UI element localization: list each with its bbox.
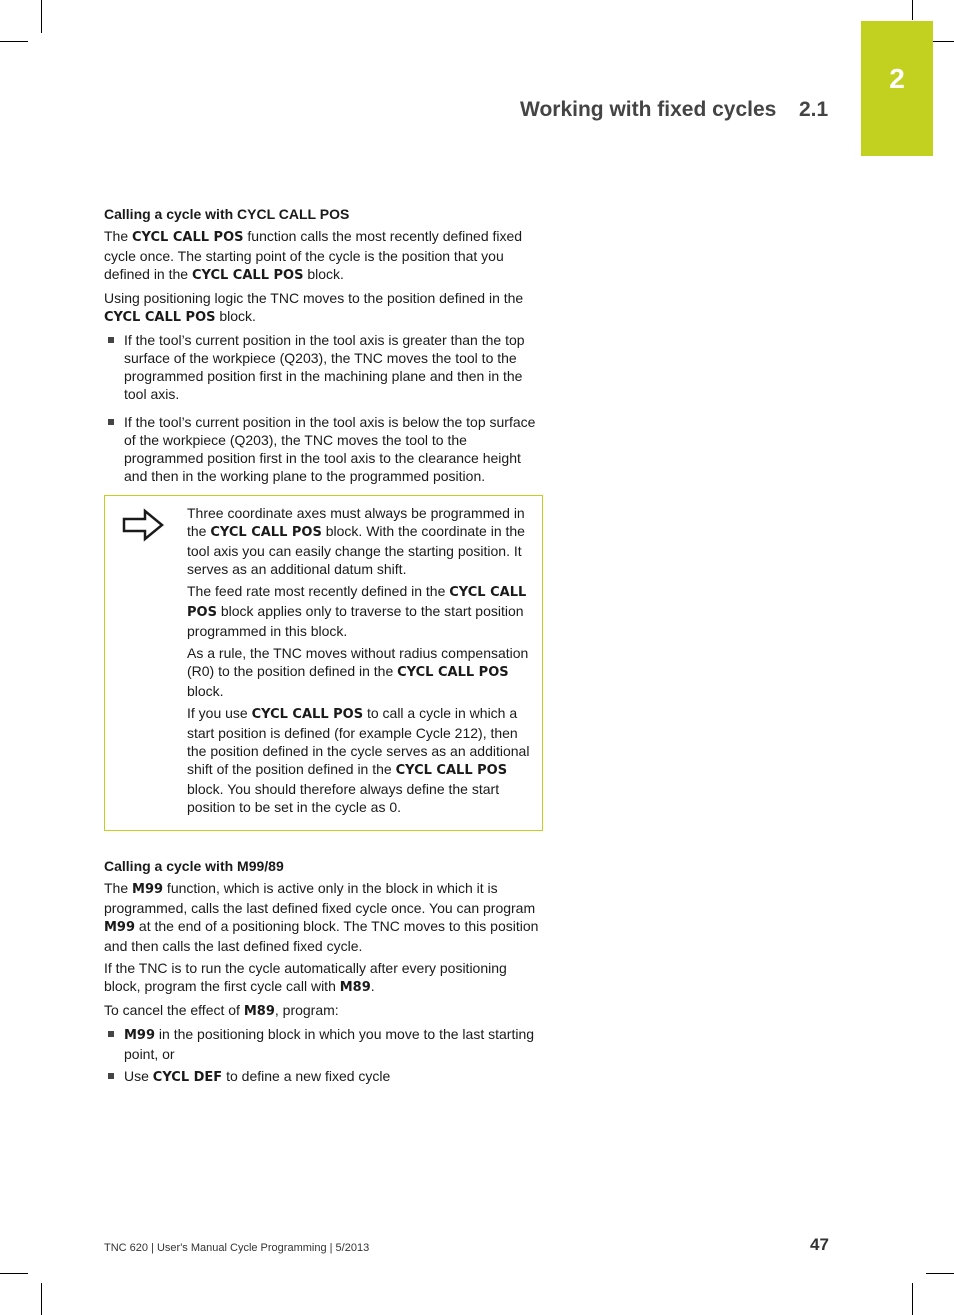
- keyword: M99: [132, 882, 164, 897]
- note-paragraph: If you use CYCL CALL POS to call a cycle in which a start position is defined (for example Cycle 212), then the position defined in the cycle serves as an additional shift of the position defined in the CYCL CALL POS block. You should therefore always define the start position to be set in the cycle as 0.: [187, 705, 530, 815]
- crop-mark: [0, 1273, 28, 1274]
- note-paragraph: As a rule, the TNC moves without radius compensation (R0) to the position defined in the CYCL CALL POS block.: [187, 645, 529, 699]
- section-heading: Calling a cycle with CYCL CALL POS: [104, 206, 350, 222]
- crop-mark: [912, 0, 913, 20]
- paragraph: To cancel the effect of M89, program:: [104, 1002, 339, 1019]
- note-paragraph: Three coordinate axes must always be programmed in the CYCL CALL POS block. With the coordinate in the tool axis you can easily change the starting position. It serves as an additional datum shift.: [187, 505, 525, 577]
- running-header-title: Working with fixed cycles: [520, 98, 777, 121]
- keyword: CYCL CALL POS: [397, 665, 509, 680]
- section-heading: Calling a cycle with M99/89: [104, 858, 284, 874]
- paragraph: If the TNC is to run the cycle automatically after every positioning block, program the first cycle call with M89.: [104, 960, 507, 995]
- keyword: CYCL CALL POS: [132, 230, 244, 245]
- page-number: 47: [810, 1235, 829, 1254]
- bullet-list: [104, 1025, 544, 1087]
- list-item: If the tool’s current position in the tool axis is greater than the top surface of the workpiece (Q203), the TNC moves the tool to the programmed position first in the machining plane and then in the tool axis.: [104, 331, 544, 403]
- list-item: M99 in the positioning block in which you move to the last starting point, or: [104, 1025, 544, 1063]
- paragraph: The CYCL CALL POS function calls the most recently defined fixed cycle once. The starting point of the cycle is the position that you defined in the CYCL CALL POS block.: [104, 228, 523, 283]
- chapter-number: 2: [889, 63, 905, 94]
- keyword: M99: [124, 1028, 156, 1043]
- crop-mark: [41, 0, 42, 33]
- paragraph: The M99 function, which is active only in the block in which it is programmed, calls the last defined fixed cycle once. You can program M99 at the end of a positioning block. The TNC moves to this position and then calls the last defined fixed cycle.: [104, 880, 539, 954]
- note-paragraph: The feed rate most recently defined in the CYCL CALL POS block applies only to traverse to the start position programmed in this block.: [187, 583, 527, 639]
- keyword: M99: [104, 920, 136, 935]
- keyword: M89: [339, 980, 371, 995]
- keyword: CYCL CALL POS: [251, 707, 364, 722]
- note-icon-cell: [105, 496, 187, 830]
- page-content: [104, 205, 544, 1091]
- footer-text: TNC 620 | User's Manual Cycle Programming | 5/2013: [104, 1242, 370, 1254]
- crop-mark: [0, 41, 28, 42]
- note-text: [187, 496, 542, 830]
- list-item: If the tool’s current position in the tool axis is below the top surface of the workpiece (Q203), the TNC moves the tool to the programmed position first in the tool axis to the clearance height and then in the working plane to the programmed position.: [104, 413, 544, 485]
- arrow-right-icon: [121, 508, 165, 542]
- bullet-square-icon: [108, 337, 114, 343]
- keyword: CYCL CALL POS: [104, 310, 216, 325]
- keyword: CYCL CALL POS: [191, 268, 304, 283]
- crop-mark: [41, 1283, 42, 1315]
- note-box: [104, 495, 543, 831]
- crop-mark: [912, 1283, 913, 1315]
- bullet-list: [104, 331, 544, 485]
- keyword: M89: [243, 1004, 275, 1019]
- bullet-square-icon: [108, 1031, 114, 1037]
- keyword: CYCL DEF: [152, 1070, 223, 1085]
- list-item: Use CYCL DEF to define a new fixed cycle: [104, 1067, 544, 1087]
- bullet-square-icon: [108, 1073, 114, 1079]
- paragraph: Using positioning logic the TNC moves to the position defined in the CYCL CALL POS block.: [104, 290, 524, 325]
- running-header-section: 2.1: [799, 98, 829, 121]
- keyword: CYCL CALL POS: [395, 763, 508, 778]
- keyword: CYCL CALL POS: [210, 525, 322, 540]
- crop-mark: [926, 1273, 954, 1274]
- bullet-square-icon: [108, 419, 114, 425]
- keyword: CYCL CALL POS: [187, 585, 527, 620]
- chapter-tab: [861, 21, 933, 156]
